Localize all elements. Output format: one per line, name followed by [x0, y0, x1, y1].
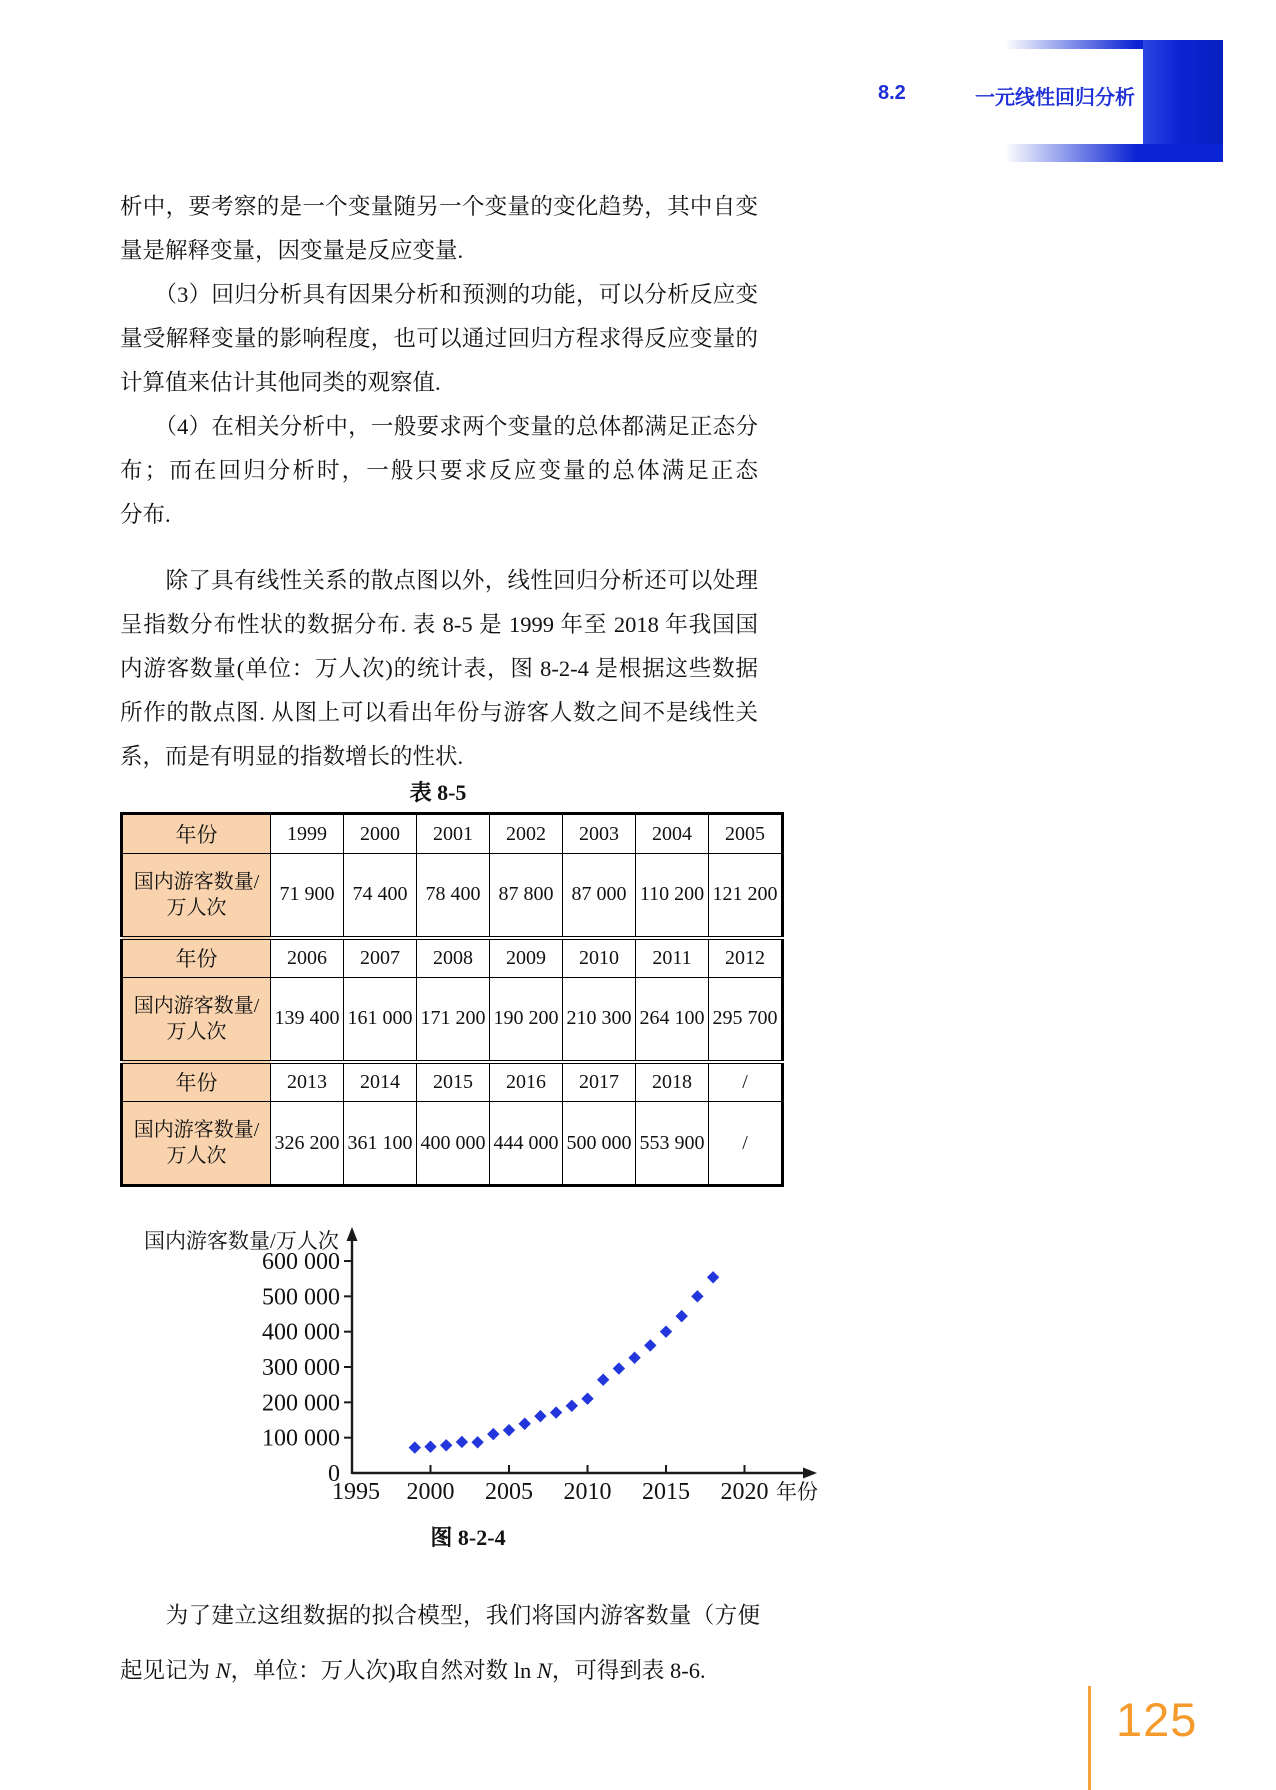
body-line: 所作的散点图. 从图上可以看出年份与游客人数之间不是线性关: [120, 700, 758, 725]
data-point: [613, 1362, 625, 1374]
math-variable: N: [215, 1658, 231, 1683]
data-point: [550, 1406, 562, 1418]
text-segment: 起见记为: [120, 1658, 216, 1683]
data-point: [644, 1339, 656, 1351]
value-cell: 326 200: [271, 1102, 344, 1186]
data-point: [471, 1436, 483, 1448]
page-number-rule: [1088, 1686, 1091, 1790]
section-number: 8.2: [878, 82, 906, 104]
data-point: [676, 1310, 688, 1322]
value-cell: 121 200: [709, 854, 783, 938]
closing-line: [120, 1643, 760, 1698]
year-row: [122, 1062, 783, 1102]
row-header-cell: 国内游客数量/万人次: [122, 978, 271, 1062]
year-cell: 2005: [709, 814, 783, 854]
value-cell: 87 800: [490, 854, 563, 938]
value-cell: 78 400: [417, 854, 490, 938]
value-cell: 171 200: [417, 978, 490, 1062]
year-cell: 2000: [344, 814, 417, 854]
data-point: [660, 1325, 672, 1337]
year-cell: 2003: [563, 814, 636, 854]
value-cell: 361 100: [344, 1102, 417, 1186]
value-cell: 210 300: [563, 978, 636, 1062]
year-cell: 2010: [563, 938, 636, 978]
row-header-cell: 年份: [122, 814, 271, 854]
value-cell: 139 400: [271, 978, 344, 1062]
value-cell: 87 000: [563, 854, 636, 938]
value-cell: 444 000: [490, 1102, 563, 1186]
value-row: [122, 854, 783, 938]
value-cell: 553 900: [636, 1102, 709, 1186]
year-row: [122, 814, 783, 854]
year-cell: 2008: [417, 938, 490, 978]
year-cell: 2014: [344, 1062, 417, 1102]
figure-caption: 图 8-2-4: [430, 1525, 506, 1550]
value-cell: 190 200: [490, 978, 563, 1062]
year-cell: 2015: [417, 1062, 490, 1102]
year-cell: /: [709, 1062, 783, 1102]
value-cell: 110 200: [636, 854, 709, 938]
y-tick-label: 500 000: [262, 1284, 340, 1311]
y-tick-label: 200 000: [262, 1390, 340, 1417]
data-point: [456, 1436, 468, 1448]
y-tick-label: 300 000: [262, 1355, 340, 1382]
x-tick-label: 2010: [563, 1479, 612, 1505]
closing-line: [120, 1588, 760, 1643]
text-segment: ，可得到表 8-6.: [551, 1658, 706, 1683]
year-cell: 2006: [271, 938, 344, 978]
value-cell: 71 900: [271, 854, 344, 938]
body-line: （4）在相关分析中，一般要求两个变量的总体都满足正态分: [120, 414, 758, 439]
page-number: 125: [1116, 1693, 1198, 1746]
header-gradient-strip-bottom: [1005, 144, 1223, 162]
year-cell: 2018: [636, 1062, 709, 1102]
x-tick-label: 2000: [406, 1479, 455, 1505]
value-cell: 400 000: [417, 1102, 490, 1186]
data-point: [503, 1424, 515, 1436]
y-tick-label: 600 000: [262, 1249, 340, 1276]
x-axis-title: 年份: [776, 1480, 818, 1504]
value-row: [122, 978, 783, 1062]
data-point: [487, 1428, 499, 1440]
y-tick-label: 0: [328, 1461, 340, 1487]
year-cell: 2009: [490, 938, 563, 978]
year-cell: 2017: [563, 1062, 636, 1102]
body-line: 呈指数分布性状的数据分布. 表 8-5 是 1999 年至 2018 年我国国: [120, 612, 758, 637]
year-cell: 2002: [490, 814, 563, 854]
body-line: 系，而是有明显的指数增长的性状.: [120, 744, 464, 769]
tourist-data-table: [120, 812, 784, 1187]
data-point: [597, 1373, 609, 1385]
x-tick-label: 2015: [642, 1479, 690, 1505]
data-point: [691, 1290, 703, 1302]
year-cell: 2001: [417, 814, 490, 854]
data-point: [581, 1393, 593, 1405]
row-header-cell: 国内游客数量/万人次: [122, 854, 271, 938]
value-cell: 264 100: [636, 978, 709, 1062]
value-row: [122, 1102, 783, 1186]
body-line: 除了具有线性关系的散点图以外，线性回归分析还可以处理: [120, 568, 758, 593]
table-caption: 表 8-5: [409, 780, 467, 805]
body-line: 布；而在回归分析时，一般只要求反应变量的总体满足正态: [120, 458, 758, 483]
data-point: [519, 1418, 531, 1430]
y-axis-arrow: [347, 1227, 358, 1241]
body-line: 分布.: [120, 502, 171, 527]
body-line: 析中，要考察的是一个变量随另一个变量的变化趋势，其中自变: [120, 194, 758, 219]
text-segment: ，单位：万人次)取自然对数 ln: [230, 1658, 537, 1683]
row-header-cell: 年份: [122, 1062, 271, 1102]
data-point: [707, 1271, 719, 1283]
y-axis-title: 国内游客数量/万人次: [144, 1229, 339, 1253]
year-cell: 1999: [271, 814, 344, 854]
year-cell: 2012: [709, 938, 783, 978]
x-axis-arrow: [803, 1468, 817, 1479]
closing-text: [120, 1588, 760, 1698]
body-line: 量受解释变量的影响程度，也可以通过回归方程求得反应变量的: [120, 326, 758, 351]
section-title: 一元线性回归分析: [975, 87, 1135, 109]
year-cell: 2007: [344, 938, 417, 978]
data-point: [566, 1400, 578, 1412]
value-cell: 74 400: [344, 854, 417, 938]
body-line: 计算值来估计其他同类的观察值.: [120, 370, 441, 395]
data-point: [409, 1441, 421, 1453]
value-cell: 500 000: [563, 1102, 636, 1186]
value-cell: 295 700: [709, 978, 783, 1062]
year-row: [122, 938, 783, 978]
math-variable: N: [536, 1658, 552, 1683]
data-point: [424, 1441, 436, 1453]
body-line: 内游客数量(单位：万人次)的统计表，图 8-2-4 是根据这些数据: [120, 656, 758, 681]
x-tick-label: 1995: [332, 1479, 380, 1505]
text-segment: 为了建立这组数据的拟合模型，我们将国内游客数量（方便: [120, 1603, 760, 1628]
data-point: [534, 1410, 546, 1422]
body-text: [120, 185, 758, 779]
data-point: [440, 1439, 452, 1451]
value-cell: 161 000: [344, 978, 417, 1062]
scatter-chart: [118, 1198, 818, 1530]
value-cell: /: [709, 1102, 783, 1186]
y-tick-label: 100 000: [262, 1425, 340, 1452]
y-tick-label: 400 000: [262, 1319, 340, 1346]
body-line: 量是解释变量，因变量是反应变量.: [120, 238, 464, 263]
row-header-cell: 国内游客数量/万人次: [122, 1102, 271, 1186]
body-line: （3）回归分析具有因果分析和预测的功能，可以分析反应变: [120, 282, 758, 307]
year-cell: 2013: [271, 1062, 344, 1102]
year-cell: 2011: [636, 938, 709, 978]
scatter-chart-figure: [118, 1198, 818, 1530]
data-point: [628, 1352, 640, 1364]
x-tick-label: 2005: [485, 1479, 533, 1505]
x-tick-label: 2020: [720, 1479, 769, 1505]
year-cell: 2004: [636, 814, 709, 854]
year-cell: 2016: [490, 1062, 563, 1102]
row-header-cell: 年份: [122, 938, 271, 978]
